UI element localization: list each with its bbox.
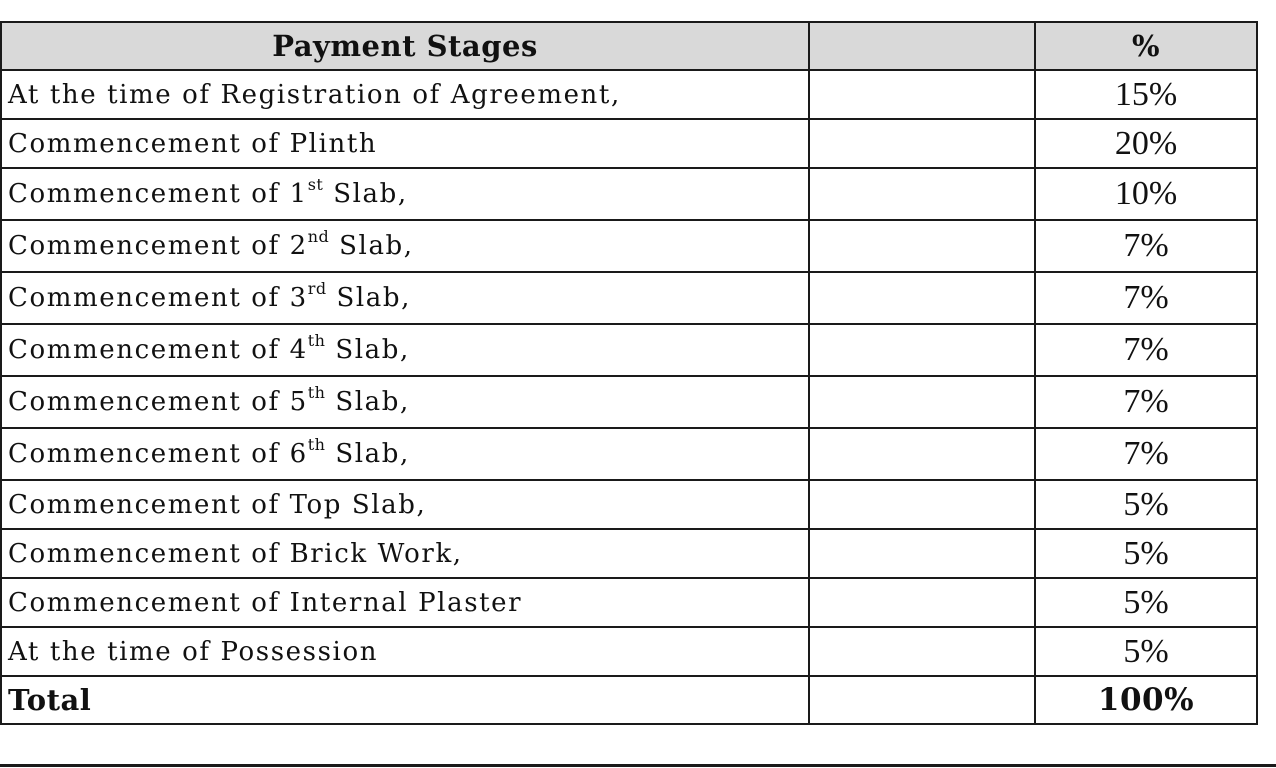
table-row (1, 428, 1257, 480)
stage-label: Commencement of 4 (8, 335, 308, 365)
stage-label: At the time of Registration of Agreement, (8, 79, 621, 110)
ordinal-suffix: rd (307, 279, 327, 298)
stage-label-suffix: Slab, (325, 387, 410, 417)
header-payment-stages: Payment Stages (1, 22, 809, 70)
percent-cell: 7% (1035, 272, 1257, 324)
blank-cell (809, 324, 1035, 376)
blank-cell (809, 220, 1035, 272)
table-row (1, 376, 1257, 428)
percent-cell: 5% (1035, 529, 1257, 578)
stage-cell (1, 220, 809, 272)
stage-cell (1, 428, 809, 480)
blank-cell (809, 272, 1035, 324)
blank-cell (809, 676, 1035, 724)
header-blank (809, 22, 1035, 70)
ordinal-suffix: st (307, 175, 324, 194)
table-row (1, 119, 1257, 168)
ordinal-suffix: th (307, 331, 326, 350)
stage-cell (1, 578, 809, 627)
table-row (1, 272, 1257, 324)
stage-cell (1, 272, 809, 324)
stage-label-suffix: Slab, (326, 283, 412, 313)
stage-label: Commencement of Top Slab, (8, 489, 427, 520)
stage-label: Commencement of Brick Work, (8, 538, 463, 569)
total-percent: 100% (1035, 676, 1257, 724)
blank-cell (809, 119, 1035, 168)
stage-label: Commencement of Plinth (8, 128, 378, 159)
percent-cell: 20% (1035, 119, 1257, 168)
percent-cell: 15% (1035, 70, 1257, 119)
percent-cell: 5% (1035, 578, 1257, 627)
stage-cell (1, 168, 809, 220)
blank-cell (809, 627, 1035, 676)
stage-cell (1, 376, 809, 428)
blank-cell (809, 428, 1035, 480)
blank-cell (809, 578, 1035, 627)
table-row (1, 324, 1257, 376)
stage-label-suffix: Slab, (323, 179, 408, 209)
total-row (1, 676, 1257, 724)
ordinal-suffix: nd (307, 227, 330, 246)
percent-cell: 7% (1035, 324, 1257, 376)
blank-cell (809, 480, 1035, 529)
ordinal-suffix: th (307, 383, 326, 402)
percent-cell: 5% (1035, 480, 1257, 529)
stage-label-suffix: Slab, (325, 335, 410, 365)
stage-label: Commencement of 2 (8, 231, 308, 261)
stage-cell (1, 529, 809, 578)
stage-label: Commencement of 5 (8, 387, 308, 417)
stage-cell (1, 119, 809, 168)
table-row (1, 70, 1257, 119)
stage-label-suffix: Slab, (325, 439, 410, 469)
table-row (1, 480, 1257, 529)
stage-label: At the time of Possession (8, 636, 379, 667)
blank-cell (809, 168, 1035, 220)
stage-cell (1, 480, 809, 529)
table-header-row (1, 22, 1257, 70)
blank-cell (809, 376, 1035, 428)
stage-cell (1, 70, 809, 119)
stage-label: Commencement of 3 (8, 283, 308, 313)
table-row (1, 627, 1257, 676)
bottom-divider (0, 764, 1276, 767)
payment-stages-table (0, 21, 1258, 725)
percent-cell: 7% (1035, 376, 1257, 428)
table-row (1, 220, 1257, 272)
table-row (1, 578, 1257, 627)
ordinal-suffix: th (307, 435, 326, 454)
blank-cell (809, 70, 1035, 119)
table-row (1, 168, 1257, 220)
percent-cell: 7% (1035, 220, 1257, 272)
stage-label-suffix: Slab, (329, 231, 414, 261)
stage-cell (1, 324, 809, 376)
total-label: Total (1, 676, 809, 724)
percent-cell: 7% (1035, 428, 1257, 480)
blank-cell (809, 529, 1035, 578)
stage-cell (1, 627, 809, 676)
stage-label: Commencement of Internal Plaster (8, 587, 523, 618)
header-percent: % (1035, 22, 1257, 70)
percent-cell: 5% (1035, 627, 1257, 676)
stage-label: Commencement of 1 (8, 179, 308, 209)
percent-cell: 10% (1035, 168, 1257, 220)
table-row (1, 529, 1257, 578)
stage-label: Commencement of 6 (8, 439, 308, 469)
